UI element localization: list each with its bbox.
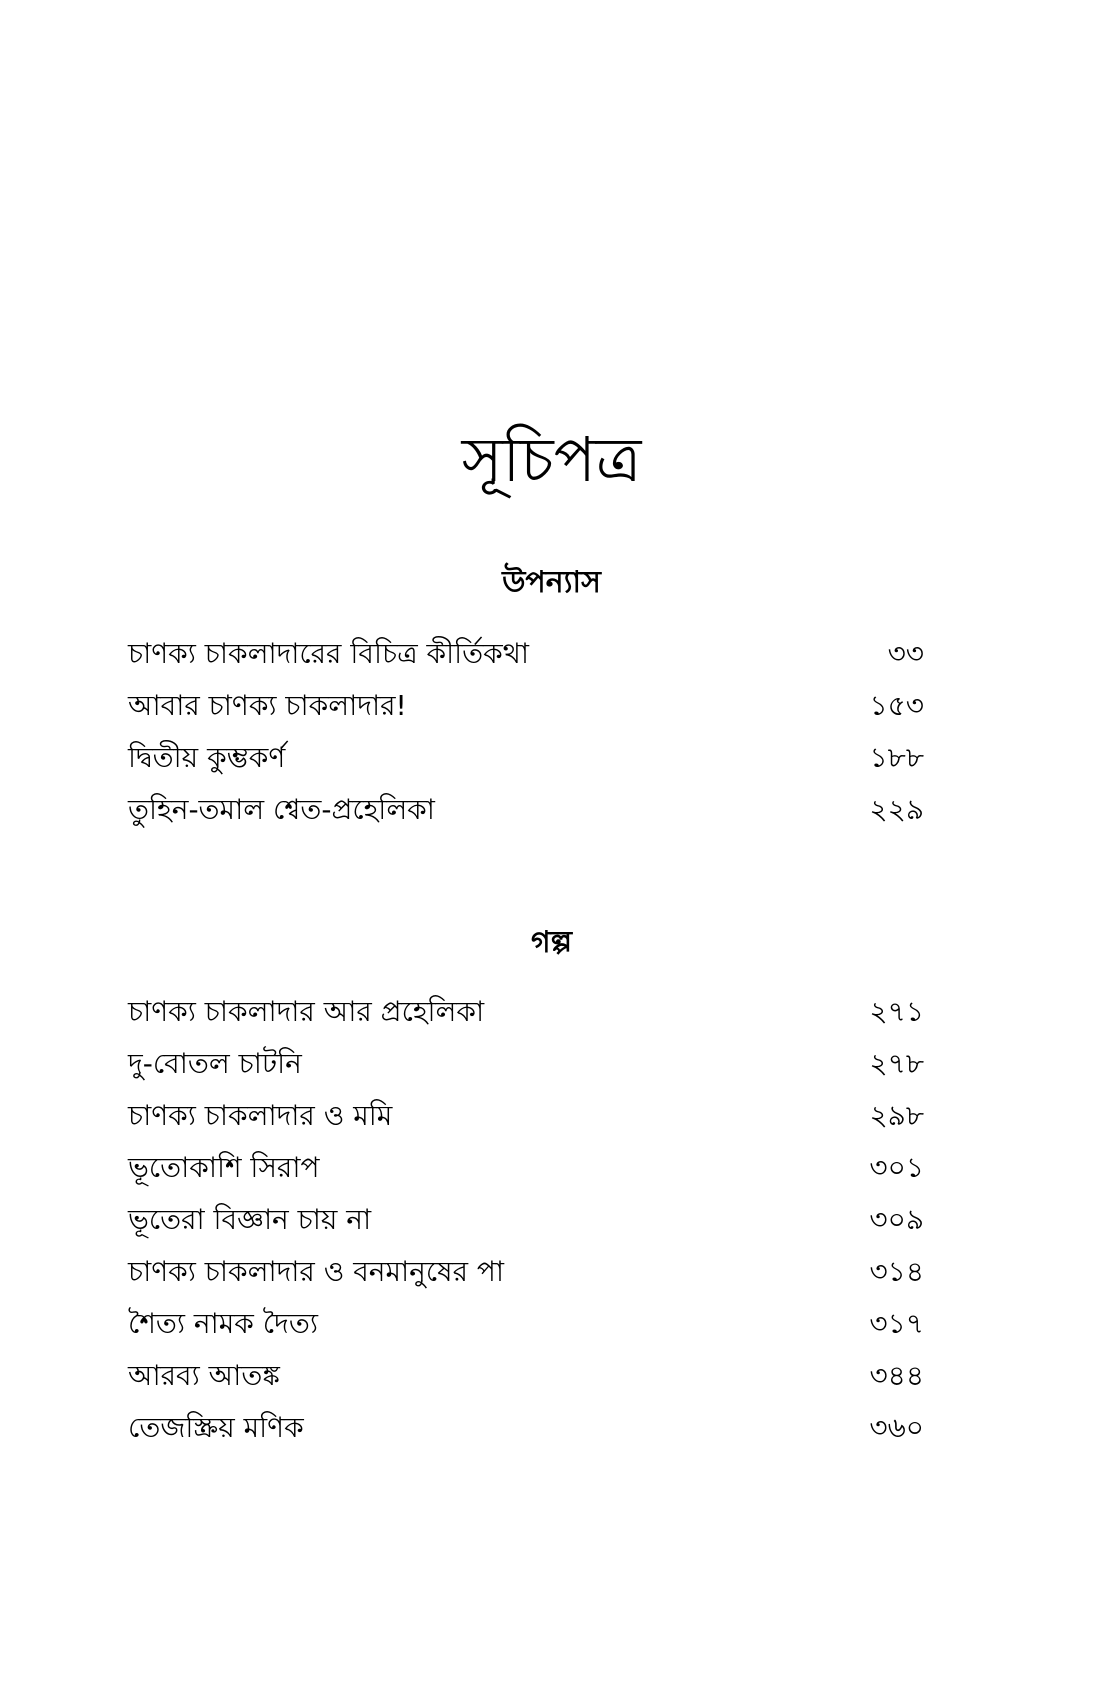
toc-entry-page: ৩০১ — [869, 1151, 924, 1184]
section-heading-novels: উপন্যাস — [502, 564, 601, 600]
toc-entry-title: শৈত্য নামক দৈত্য — [128, 1307, 318, 1340]
toc-entry-page: ২৯৮ — [869, 1099, 924, 1132]
toc-list-novels — [128, 628, 924, 836]
toc-list-stories — [128, 986, 924, 1454]
toc-entry-title: ভূতোকাশি সিরাপ — [128, 1151, 320, 1184]
toc-entry — [128, 680, 924, 732]
toc-entry-page: ২২৯ — [869, 793, 924, 826]
toc-entry-page: ১৫৩ — [869, 689, 924, 722]
toc-entry-title: ভূতেরা বিজ্ঞান চায় না — [128, 1203, 372, 1236]
toc-entry-page: ৩৪৪ — [869, 1359, 924, 1392]
toc-entry-title: চাণক্য চাকলাদার ও বনমানুষের পা — [128, 1255, 505, 1288]
toc-entry-page: ৩৬০ — [869, 1411, 924, 1444]
page-title: সূচিপত্র — [461, 422, 642, 496]
toc-entry — [128, 1350, 924, 1402]
toc-entry — [128, 1246, 924, 1298]
toc-entry — [128, 1090, 924, 1142]
toc-entry-page: ৩১৪ — [869, 1255, 924, 1288]
toc-entry-title: আরব্য আতঙ্ক — [128, 1359, 280, 1392]
toc-entry-title: দ্বিতীয় কুম্ভকর্ণ — [128, 741, 286, 774]
toc-entry-page: ৩৩ — [887, 637, 924, 670]
toc-entry-page: ৩০৯ — [869, 1203, 924, 1236]
toc-entry — [128, 784, 924, 836]
toc-entry-page: ১৮৮ — [869, 741, 924, 774]
toc-entry — [128, 628, 924, 680]
toc-entry-page: ২৭৮ — [869, 1047, 924, 1080]
toc-entry — [128, 1298, 924, 1350]
section-heading-stories: গল্প — [530, 924, 573, 960]
toc-entry — [128, 1142, 924, 1194]
toc-entry-title: চাণক্য চাকলাদারের বিচিত্র কীর্তিকথা — [128, 637, 530, 670]
toc-entry-page: ৩১৭ — [869, 1307, 924, 1340]
toc-entry — [128, 1402, 924, 1454]
toc-entry-title: তুহিন-তমাল শ্বেত-প্রহেলিকা — [128, 793, 435, 826]
toc-entry-title: দু-বোতল চাটনি — [128, 1047, 302, 1080]
toc-entry-title: তেজস্ক্রিয় মণিক — [128, 1411, 304, 1444]
toc-entry-page: ২৭১ — [869, 995, 924, 1028]
toc-entry-title: চাণক্য চাকলাদার ও মমি — [128, 1099, 393, 1132]
toc-entry — [128, 732, 924, 784]
toc-entry — [128, 1194, 924, 1246]
toc-entry-title: আবার চাণক্য চাকলাদার! — [128, 689, 407, 722]
toc-entry-title: চাণক্য চাকলাদার আর প্রহেলিকা — [128, 995, 485, 1028]
toc-entry — [128, 1038, 924, 1090]
toc-entry — [128, 986, 924, 1038]
